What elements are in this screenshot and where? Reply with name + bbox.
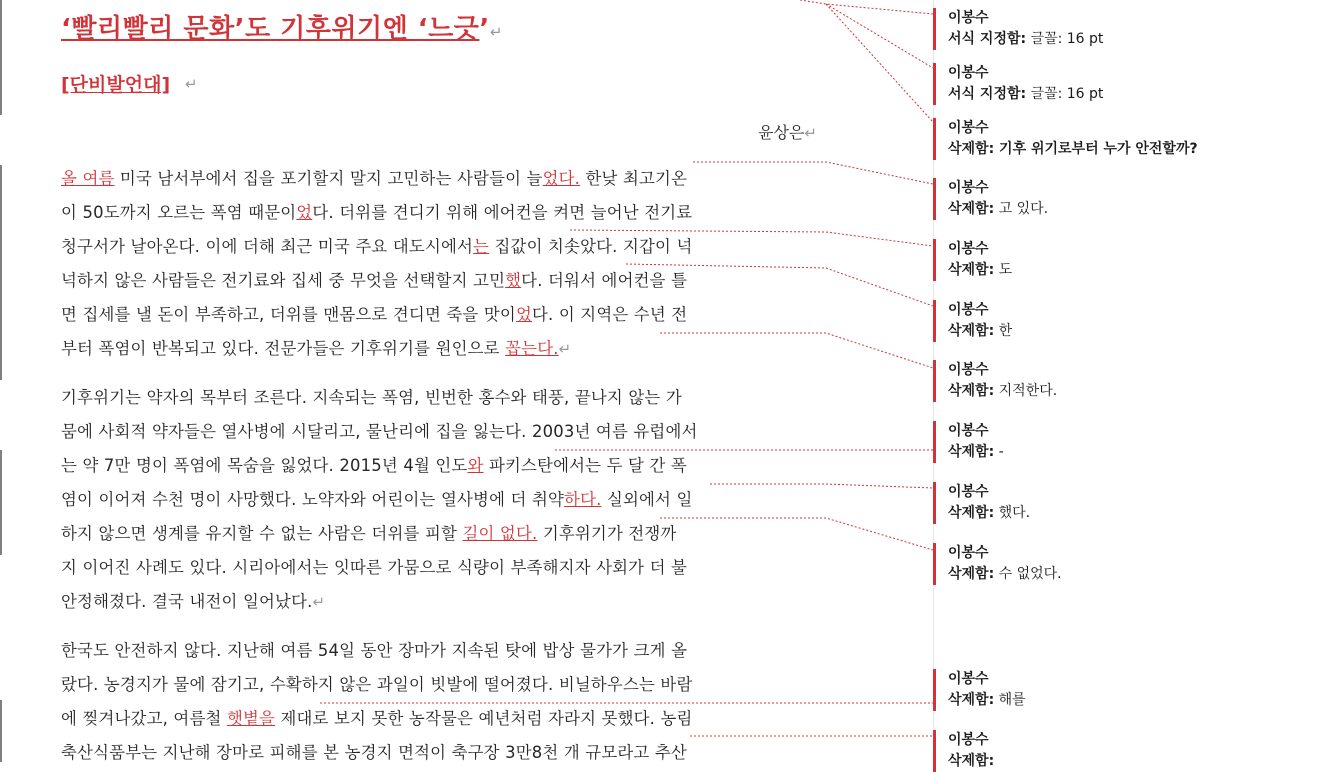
title-quote: ’ [479,14,490,44]
body-text: 넉하지 않은 사람들은 전기료와 집세 중 무엇을 선택할지 고민 [61,271,506,290]
body-text: 이 50도까지 오르는 폭염 때문이 [61,203,297,222]
body-text: 다. 더워서 에어컨을 틀 [521,271,688,290]
body-text: 뭄에 사회적 약자들은 열사병에 시달리고, 물난리에 집을 잃는다. 2003년 여름 유럽에서 [61,422,698,441]
body-text: 랐다. 농경지가 물에 잠기고, 수확하지 않은 과일이 빗발에 떨어졌다. 비닐하우스는 바람 [61,675,693,694]
leader-line [826,4,933,122]
inserted-text: 었 [515,305,532,324]
comment-text: 한 [994,323,1013,339]
comment-author: 이봉수 [948,120,989,136]
inserted-text: 올 여름 [61,169,115,188]
body-text: 부터 폭염이 반복되고 있다. 전문가들은 기후위기를 원인으로 [61,339,506,358]
body-text: 파키스탄에서는 두 달 간 폭 [483,456,687,475]
comment-text: 글꼴: 16 pt [1026,86,1104,102]
comment-author: 이봉수 [948,180,989,196]
leader-line [660,518,933,550]
comment-author: 이봉수 [948,302,989,318]
comment-text: 글꼴: 16 pt [1026,31,1104,47]
body-text: 기후위기는 약자의 목부터 조른다. 지속되는 폭염, 빈번한 홍수와 태풍, 끝나지 않는 가 [61,388,682,407]
body-text: 하지 않으면 생계를 유지할 수 없는 사람은 더위를 피할 [61,524,463,543]
comment-kind: 삭제함: [948,505,995,521]
body-text: 미국 남서부에서 집을 포기할지 말지 고민하는 사람들이 늘 [114,169,543,188]
body-text: 는 약 7만 명이 폭염에 목숨을 잃었다. 2015년 4월 인도 [61,456,468,475]
leader-line [826,4,933,68]
comment-author: 이봉수 [948,423,989,439]
body-text: 한국도 안전하지 않다. 지난해 여름 54일 동안 장마가 지속된 탓에 밥상 물가가 크게 올 [61,641,688,660]
comment-author: 이봉수 [948,671,989,687]
leader-line [570,230,933,246]
comment-text: 했다. [994,505,1031,521]
leader-line [626,264,933,306]
comment-text: 기후 위기로부터 누가 안전할까? [994,141,1198,157]
comment-text: 고 있다. [994,201,1049,217]
comment-kind: 삭제함: [948,141,995,157]
body-text: 청구서가 날아온다. 이에 더해 최근 미국 주요 대도시에서 [61,237,474,256]
comment-author: 이봉수 [948,484,989,500]
comment-kind: 삭제함: [948,566,995,582]
body-text: 실외에서 일 [601,490,693,509]
body-text: 면 집세를 낼 돈이 부족하고, 더위를 맨몸으로 견디면 죽을 맛이 [61,305,516,324]
body-text: 제대로 보지 못한 농작물은 예년처럼 자라지 못했다. 농림 [275,709,693,728]
body-text: 안정해졌다. 결국 내전이 일어났다. [61,592,313,611]
inserted-text: 와 [467,456,484,475]
inserted-text: 길이 없다. [462,524,538,543]
body-text: 염이 이어져 수천 명이 사망했다. 노약자와 어린이는 열사병에 더 취약 [61,490,565,509]
comment-author: 이봉수 [948,362,989,378]
inserted-text: 했 [505,271,522,290]
paragraph-mark: ↵ [489,23,503,41]
leader-line [800,0,933,14]
paragraph-mark: ↵ [558,340,572,358]
comment-author: 이봉수 [948,65,989,81]
comment-kind: 삭제함: [948,753,995,769]
body-text: 한낮 최고기온 [580,169,688,188]
author-text: 윤상은 [758,123,805,142]
comment-kind: 삭제함: [948,444,995,460]
leader-line [660,333,933,368]
inserted-text: 는 [473,237,490,256]
comment-text: 수 없었다. [994,566,1062,582]
body-text: 에 찢겨나갔고, 여름철 [61,709,227,728]
leader-line [710,484,933,488]
inserted-text: 었다. [542,169,581,188]
comment-author: 이봉수 [948,732,989,748]
inserted-text: 었 [296,203,313,222]
paragraph-mark: ↵ [804,124,817,142]
comment-kind: 삭제함: [948,262,995,278]
comment-text: 지적한다. [994,383,1058,399]
comment-text: 해를 [994,692,1026,708]
body-text: 축산식품부는 지난해 장마로 피해를 본 농경지 면적이 축구장 3만8천 개 규모라고 추산 [61,743,687,762]
body-text: 다. 이 지역은 수년 전 [531,305,688,324]
title-text: ‘빨리빨리 문화’도 기후위기엔 ‘느긋 [61,14,480,44]
comment-kind: 서식 지정함: [948,31,1027,47]
paragraph-mark: ↵ [312,593,326,611]
body-text: 지 이어진 사례도 있다. 시리아에서는 잇따른 가뭄으로 식량이 부족해지자 사회가 더 불 [61,558,688,577]
inserted-text: 햇볕을 [226,709,276,728]
body-text: 기후위기가 전쟁까 [537,524,677,543]
inserted-text: 하다. [564,490,602,509]
comment-author: 이봉수 [948,545,989,561]
comment-author: 이봉수 [948,241,989,257]
body-text: 다. 더위를 견디기 위해 에어컨을 켜면 늘어난 전기료 [312,203,693,222]
column-label-text: [단비발언대] [61,74,171,96]
leader-line [693,162,933,184]
body-text: 집값이 치솟았다. 지갑이 넉 [489,237,693,256]
comment-author: 이봉수 [948,10,989,26]
comment-kind: 삭제함: [948,692,995,708]
comment-kind: 서식 지정함: [948,86,1027,102]
comment-kind: 삭제함: [948,201,995,217]
comment-text: 도 [994,262,1013,278]
comment-kind: 삭제함: [948,323,995,339]
comment-kind: 삭제함: [948,383,995,399]
comment-text: - [994,444,1004,460]
paragraph-mark: ↵ [185,75,198,93]
inserted-text: 꼽는다. [505,339,559,358]
